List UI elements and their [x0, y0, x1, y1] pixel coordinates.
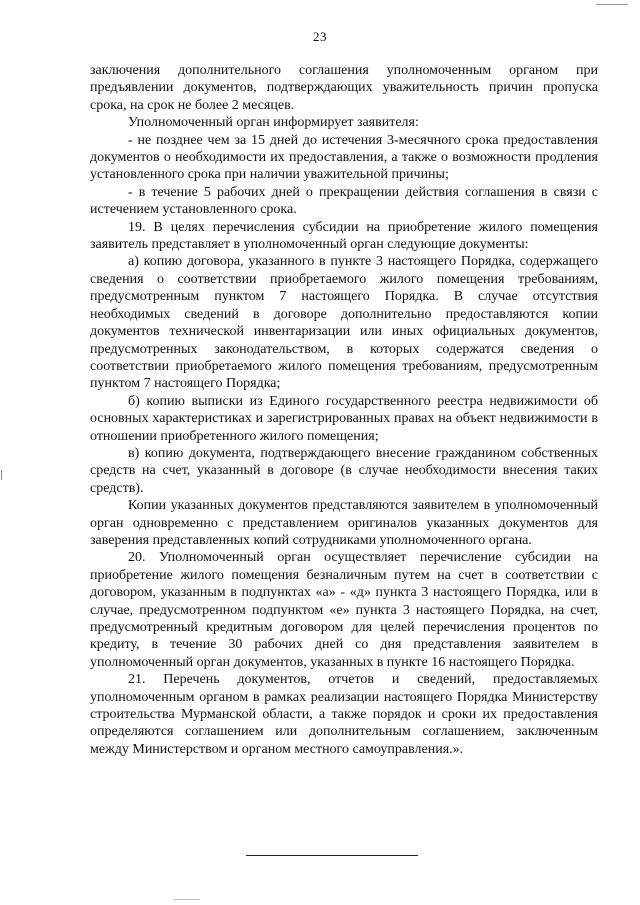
- paragraph: 20. Уполномоченный орган осуществляет перечисление субсидии на приобретение жилого помещения безналичным путем на счет в соответствии с договором, указанным в подпунктах «а» - «д» пункта 3 настоящего Порядка, или в случае, предусмотренном подпунктом «е» пункта 3 настоящего Порядка, на счет, предусмотренный кредитным договором для целей перечисления процентов по кредиту, в течение 30 рабочих дней со дня представления заявителем в уполномоченный орган документов, указанных в пункте 16 настоящего Порядка.: [90, 550, 598, 670]
- scan-artifact: [596, 4, 628, 5]
- list-item: б) копию выписки из Единого государственного реестра недвижимости об основных характеристиках и зарегистрированных правах на объект недвижимости в отношении приобретенного жилого помещения;: [90, 393, 598, 444]
- list-item: - не позднее чем за 15 дней до истечения 3-месячного срока предоставления документов о необходимости их предоставления, а также о возможности продления установленного срока при наличии уважительной причины;: [90, 132, 598, 183]
- paragraph: заключения дополнительного соглашения уполномоченным органом при предъявлении документов, подтверждающих уважительность причин пропуска срока, на срок не более 2 месяцев.: [90, 63, 598, 113]
- scan-artifact: [174, 899, 200, 900]
- paragraph: Уполномоченный орган информирует заявителя:: [128, 115, 419, 131]
- paragraph: Копии указанных документов представляются заявителем в уполномоченный орган одновременно с представлением оригиналов указанных документов для заверения представленных копий сотрудниками уполномоченного органа.: [90, 498, 598, 548]
- end-of-text-rule: [246, 855, 418, 856]
- paragraph: 19. В целях перечисления субсидии на приобретение жилого помещения заявитель представляет в уполномоченный орган следующие документы:: [90, 219, 598, 253]
- scan-artifact: [1, 470, 2, 480]
- document-body: [90, 62, 598, 758]
- list-item: а) копию договора, указанного в пункте 3 настоящего Порядка, содержащего сведения о соответствии приобретаемого жилого помещения требованиям, предусмотренным пунктом 7 настоящего Порядка. В случае отсутствия необходимых сведений в договоре дополнительно предоставляются копии документов технической инвентаризации или иных официальных документов, предусмотренных законодательством, в которых содержатся сведения о соответствии приобретаемого жилого помещения требованиям, предусмотренным пунктом 7 настоящего Порядка;: [90, 254, 598, 392]
- list-item: - в течение 5 рабочих дней о прекращении действия соглашения в связи с истечением установленного срока.: [90, 184, 598, 218]
- paragraph: 21. Перечень документов, отчетов и сведений, предоставляемых уполномоченным органом в рамках реализации настоящего Порядка Министерству строительства Мурманской области, а также порядок и сроки их предоставления определяются соглашением или дополнительным соглашением, заключенным между Министерством и органом местного самоуправления.».: [90, 672, 598, 757]
- list-item: в) копию документа, подтверждающего внесение гражданином собственных средств на счет, указанный в договоре (в случае необходимости внесения таких средств).: [90, 445, 598, 496]
- page-number: 23: [313, 29, 327, 44]
